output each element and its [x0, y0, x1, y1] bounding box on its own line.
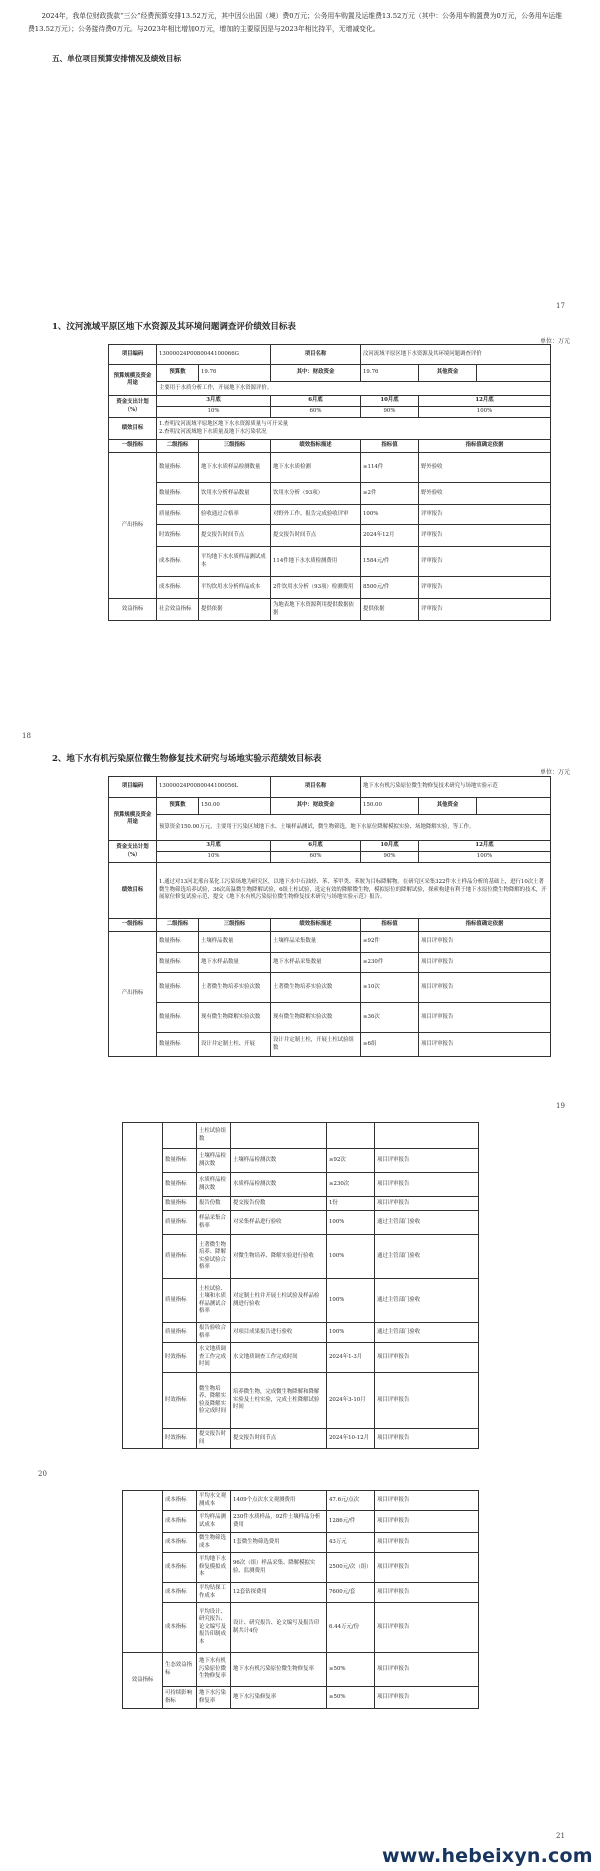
table-cell: 2024年10-12月 [327, 1429, 375, 1449]
t2-name: 地下水有机污染原位微生物修复技术研究与场地实验示范 [361, 777, 551, 798]
table-cell: 对项目成果报告进行验收 [231, 1323, 327, 1343]
t1-p10: 90% [361, 407, 419, 418]
table-cell: 现有微生物降解实验次数 [199, 1003, 271, 1033]
table-cell: 平均水文观测成本 [197, 1491, 231, 1511]
table-cell: 2件饮用水分析（93项）检测费用 [271, 577, 361, 599]
table-cell: 报告份数 [197, 1197, 231, 1211]
h-q3: 3月底 [157, 396, 271, 407]
h-q6: 6月底 [271, 396, 361, 407]
label-goal: 绩效目标 [109, 863, 157, 919]
table-cell: ≥10次 [361, 973, 419, 1003]
label-fiscal: 其中：财政资金 [271, 365, 361, 382]
table-cell: 数量指标 [157, 483, 199, 505]
table-cell: 地下水水质样品检测数量 [199, 453, 271, 483]
table-cell: 质量指标 [163, 1235, 197, 1279]
table-cell: ≥230次 [327, 1173, 375, 1197]
table-cell: 平均地下水水质样品测试成本 [199, 547, 271, 577]
table-cell: 提交报告时间节点 [199, 525, 271, 547]
table-cell: 1584元/件 [361, 547, 419, 577]
table4 [122, 1490, 479, 1709]
table-cell: 项目评审报告 [375, 1149, 479, 1173]
h-val: 指标值 [361, 440, 419, 453]
table-cell: 质量指标 [157, 505, 199, 525]
label-code: 项目编码 [109, 345, 157, 365]
intro-paragraph: 2024年，我单位财政拨款“三公”经费预算安排13.52万元，其中因公出国（境）费0万元；公务用车购置及运维费13.52万元（其中：公务用车购置费为0万元，公务用车运维费13.52万元）；公务接待费0万元。与2023年相比增加0万元，增加的主要原因是与2023年相比持平，无增减变化。 [28, 12, 562, 33]
table-cell: 100% [327, 1323, 375, 1343]
table-cell: 设计、研究报告、论文编写及报告印制共计4份 [231, 1603, 327, 1653]
h-q3: 3月底 [157, 841, 271, 852]
table-cell: 提交报告时间节点 [231, 1429, 327, 1449]
table-cell: 地下水污染修复率 [197, 1687, 231, 1709]
table-cell: 项目评审报告 [375, 1583, 479, 1603]
table-cell: 微生物筛选成本 [197, 1533, 231, 1553]
table-cell: 项目评审报告 [375, 1173, 479, 1197]
table-cell: 成本指标 [163, 1603, 197, 1653]
table-cell: 230件水质样品，92件土壤样品分析费用 [231, 1511, 327, 1533]
table-cell: 成本指标 [163, 1511, 197, 1533]
t1-name: 汶河流域平原区地下水资源及其环境问题调查评价 [361, 345, 551, 365]
table-cell: 数量指标 [157, 953, 199, 973]
table-cell [327, 1123, 375, 1149]
table-cell: 平均设计、研究报告、论文编写及报告印制成本 [197, 1603, 231, 1653]
t1-amount: 19.76 [199, 365, 271, 382]
table-cell: 数量指标 [157, 1033, 199, 1057]
table-cell: 项目评审报告 [375, 1491, 479, 1511]
h-q12: 12月底 [419, 841, 551, 852]
table-cell: 项目评审报告 [419, 932, 551, 953]
table-cell: ≥50% [327, 1687, 375, 1709]
table-cell: 项目评审报告 [375, 1653, 479, 1687]
table-cell: 地下水样品采集数量 [271, 953, 361, 973]
table-cell [123, 1491, 163, 1653]
table-cell: 项目评审报告 [375, 1429, 479, 1449]
table-cell: 地下水有机污染原位微生物修复率 [197, 1653, 231, 1687]
table-cell [163, 1123, 197, 1149]
table2 [108, 776, 551, 1057]
table-cell: 对采集样品进行验收 [231, 1211, 327, 1235]
table-cell: 数量指标 [163, 1149, 197, 1173]
table2-title: 2、地下水有机污染原位微生物修复技术研究与场地实验示范绩效目标表 [52, 754, 322, 764]
table-cell: 为地表地下水资源利用提供数据依据 [271, 599, 361, 621]
table-cell: 项目评审报告 [419, 953, 551, 973]
t1-p6: 60% [271, 407, 361, 418]
table-cell: 100% [361, 505, 419, 525]
label-code: 项目编码 [109, 777, 157, 798]
t2-purpose: 预算资金150.00万元，主要用于污染区域地下水、土壤样品测试，微生物筛选，地下水原位降解模拟实验、场地降解实验，等工作。 [157, 815, 551, 841]
table3 [122, 1122, 479, 1449]
table-cell: 培养微生物，完成微生物降解和降解实验及土柱实验，完成土柱降解试验时间 [231, 1373, 327, 1429]
unit-label: 单位：万元 [540, 769, 571, 776]
table-cell: 项目评审报告 [375, 1687, 479, 1709]
h-basis: 指标值确定依据 [419, 919, 551, 932]
table-cell: 土著微生物培养实验次数 [199, 973, 271, 1003]
table-cell: 微生物培养、降解实验及降解实验完成时间 [197, 1373, 231, 1429]
table-cell: 地下水污染修复率 [231, 1687, 327, 1709]
table-cell: 土壤样品检测次数 [231, 1149, 327, 1173]
table-cell: 提交报告时间 [197, 1429, 231, 1449]
h-desc: 绩效指标描述 [271, 919, 361, 932]
table-cell: 6.44万元/份 [327, 1603, 375, 1653]
table-cell: 水文地质调查工作完成时间 [197, 1343, 231, 1373]
t1-purpose: 主要用于水质分析工作，开展地下水资源评价。 [157, 382, 551, 396]
t2-p6: 60% [271, 852, 361, 863]
t2-p12: 100% [419, 852, 551, 863]
table-cell: 43万元 [327, 1533, 375, 1553]
table-cell: 数量指标 [163, 1173, 197, 1197]
table-cell: 数量指标 [157, 932, 199, 953]
t1-code: 13000024P0080044100066G [157, 345, 271, 365]
table-cell: 项目评审报告 [375, 1511, 479, 1533]
table-cell: 地下水水质检测 [271, 453, 361, 483]
page-number: 19 [556, 1102, 565, 1110]
table-cell: 土著微生物培养实验次数 [271, 973, 361, 1003]
t4-benefit: 效益指标 [123, 1653, 163, 1709]
table-cell: 项目评审报告 [375, 1603, 479, 1653]
page-number: 17 [556, 302, 565, 310]
table-cell: 评审报告 [419, 599, 551, 621]
label-budget: 预算数 [157, 798, 199, 815]
h-l1: 一级指标 [109, 919, 157, 932]
table-cell: 成本指标 [163, 1491, 197, 1511]
h-l3: 三级指标 [199, 440, 271, 453]
table-cell: 水文地质调查工作完成时间 [231, 1343, 327, 1373]
table-cell: 114件地下水水质检测费用 [271, 547, 361, 577]
table-cell: 生态效益指标 [163, 1653, 197, 1687]
table-cell: 评审报告 [419, 525, 551, 547]
h-q10: 10月底 [361, 841, 419, 852]
table-cell: 土壤样品采集数量 [271, 932, 361, 953]
table-cell: 饮用水分析（93项） [271, 483, 361, 505]
table-cell: ≥36次 [361, 1003, 419, 1033]
t2-goal: 1.通过对13河北邢台某化工污染场地为研究区，以地下水中石油烃、苯、苯甲类、苯胺为目标降解物。在研究区采集322件水土样品分析的基础上，进行10次土著微生物筛选培养试验，36次高温微生物降解试验，6组土柱试验，选定有效的降解微生物，模拟原位的降解试验，探索构建有利于地下水原位微生物降解的技术，开展原位修复试验示范，提交《地下水有机污染原位微生物修复技术研究与场地实验示范》报告。 [157, 863, 551, 919]
table-cell: 提交报告时间节点 [271, 525, 361, 547]
page-number: 18 [22, 732, 31, 740]
table-cell: 时效指标 [157, 525, 199, 547]
table-cell: 96次（组）样品采集、降解模拟实验、监测费用 [231, 1553, 327, 1583]
table-cell: 通过主管部门验收 [375, 1279, 479, 1323]
table-cell: 水质样品检测次数 [231, 1173, 327, 1197]
label-name: 项目名称 [271, 345, 361, 365]
table-cell: 数量指标 [163, 1197, 197, 1211]
table-cell: 2024年12月 [361, 525, 419, 547]
table-cell: 7600元/套 [327, 1583, 375, 1603]
table-cell: 质量指标 [163, 1323, 197, 1343]
table-cell: 设计并定制土柱、开展 [199, 1033, 271, 1057]
table-cell: ≥92件 [361, 932, 419, 953]
table-cell: ≥92次 [327, 1149, 375, 1173]
table-cell: 样品采集合格率 [197, 1211, 231, 1235]
table-cell: 47.6元/点次 [327, 1491, 375, 1511]
table-cell: ≥114件 [361, 453, 419, 483]
h-l2: 二级指标 [157, 440, 199, 453]
label-goal: 绩效目标 [109, 418, 157, 440]
t1-output: 产出指标 [109, 453, 157, 599]
h-desc: 绩效指标描述 [271, 440, 361, 453]
table-cell: 土柱试验、土壤和水质样品测试合格率 [197, 1279, 231, 1323]
table1 [108, 344, 551, 621]
table-cell: 可持续影响指标 [163, 1687, 197, 1709]
t2-p10: 90% [361, 852, 419, 863]
table-cell: 现有微生物降解实验次数 [271, 1003, 361, 1033]
t1-p12: 100% [419, 407, 551, 418]
table-cell: 项目评审报告 [419, 973, 551, 1003]
label-other: 其他资金 [419, 365, 477, 382]
table-cell: 成本指标 [163, 1533, 197, 1553]
table-cell: 100% [327, 1211, 375, 1235]
t2-other [477, 798, 551, 815]
table-cell: 社会效益指标 [157, 599, 199, 621]
table-cell: 项目评审报告 [375, 1197, 479, 1211]
table-cell: 评审报告 [419, 505, 551, 525]
table-cell: 提供依据 [199, 599, 271, 621]
t2-fiscal: 150.00 [361, 798, 419, 815]
table-cell: 平均饮用水分析样品成本 [199, 577, 271, 599]
t1-benefit: 效益指标 [109, 599, 157, 621]
table-cell: 2500元/次（组） [327, 1553, 375, 1583]
table-cell: 12套钻探费用 [231, 1583, 327, 1603]
table-cell: 水质样品检测次数 [197, 1173, 231, 1197]
label-fiscal: 其中：财政资金 [271, 798, 361, 815]
h-q10: 10月底 [361, 396, 419, 407]
table-cell: 100% [327, 1279, 375, 1323]
t1-goal: 1.查明汶河流域平原地区地下水水资源质量与可开采量 2.查明汶河流域地下水质量及地下水污染状况 [157, 418, 551, 440]
table-cell: 项目评审报告 [375, 1553, 479, 1583]
label-exec: 资金支出计划（%） [109, 841, 157, 863]
table-cell: 平均样品测试成本 [197, 1511, 231, 1533]
table-cell: 2024年1-3月 [327, 1343, 375, 1373]
table-cell: 项目评审报告 [375, 1373, 479, 1429]
table-cell: 1份 [327, 1197, 375, 1211]
table-cell: 野外验收 [419, 483, 551, 505]
table-cell: 土壤样品检测次数 [197, 1149, 231, 1173]
t2-code: 13000024P0080044100056L [157, 777, 271, 798]
h-l1: 一级指标 [109, 440, 157, 453]
table-cell: 饮用水分析样品数量 [199, 483, 271, 505]
table-cell: 土著微生物培养、降解实验试验合格率 [197, 1235, 231, 1279]
section-five-heading: 五、单位项目预算安排情况及绩效目标 [52, 54, 182, 63]
table-cell: 提交报告份数 [231, 1197, 327, 1211]
t2-output: 产出指标 [109, 932, 157, 1057]
table-cell: 平均地下水修复模拟成本 [197, 1553, 231, 1583]
label-exec: 资金支出计划（%） [109, 396, 157, 418]
table-cell: 通过主管部门验收 [375, 1211, 479, 1235]
label-budget-scale: 预算规模及资金用途 [109, 798, 157, 841]
t1-fiscal: 19.76 [361, 365, 419, 382]
h-l2: 二级指标 [157, 919, 199, 932]
table-cell: 1套微生物筛选费用 [231, 1533, 327, 1553]
table-cell [123, 1123, 163, 1449]
label-budget-scale: 预算规模及资金用途 [109, 365, 157, 396]
table-cell: 成本指标 [157, 577, 199, 599]
table-cell: 1409个点次水文观测费用 [231, 1491, 327, 1511]
table-cell: 时效指标 [163, 1429, 197, 1449]
table-cell: 时效指标 [163, 1343, 197, 1373]
table-cell: 评审报告 [419, 547, 551, 577]
table-cell: 通过主管部门验收 [375, 1323, 479, 1343]
table-cell: 成本指标 [163, 1553, 197, 1583]
table-cell: 评审报告 [419, 577, 551, 599]
table-cell: 成本指标 [157, 547, 199, 577]
table-cell: 土柱试验组数 [197, 1123, 231, 1149]
table-cell: 项目评审报告 [419, 1033, 551, 1057]
h-l3: 三级指标 [199, 919, 271, 932]
label-name: 项目名称 [271, 777, 361, 798]
table-cell: 1286元/件 [327, 1511, 375, 1533]
h-q6: 6月底 [271, 841, 361, 852]
t2-p3: 10% [157, 852, 271, 863]
h-q12: 12月底 [419, 396, 551, 407]
page-number: 20 [38, 1470, 47, 1478]
page-number: 21 [556, 1832, 565, 1840]
table-cell: 对微生物培养、降解实验进行验收 [231, 1235, 327, 1279]
t1-p3: 10% [157, 407, 271, 418]
table-cell: 数量指标 [157, 1003, 199, 1033]
h-basis: 指标值确定依据 [419, 440, 551, 453]
unit-label: 单位：万元 [540, 338, 571, 345]
table-cell: 项目评审报告 [375, 1343, 479, 1373]
table-cell: 8500元/件 [361, 577, 419, 599]
table-cell: 野外验收 [419, 453, 551, 483]
table1-title: 1、汶河流域平原区地下水资源及其环境问题调查评价绩效目标表 [52, 322, 296, 332]
table-cell: 地下水样品数量 [199, 953, 271, 973]
table-cell: 质量指标 [163, 1279, 197, 1323]
table-cell: 时效指标 [163, 1373, 197, 1429]
table-cell: ≥6组 [361, 1033, 419, 1057]
table-cell: 数量指标 [157, 453, 199, 483]
label-other: 其他资金 [419, 798, 477, 815]
table-cell: 地下水有机污染原位微生物修复率 [231, 1653, 327, 1687]
table-cell: 提供依据 [361, 599, 419, 621]
table-cell: ≥230件 [361, 953, 419, 973]
table-cell: 成本指标 [163, 1583, 197, 1603]
table-cell [375, 1123, 479, 1149]
table-cell: 质量指标 [163, 1211, 197, 1235]
table-cell: ≥50% [327, 1653, 375, 1687]
table-cell: 设计并定制土柱，开展土柱试验组数 [271, 1033, 361, 1057]
t2-amount: 150.00 [199, 798, 271, 815]
table-cell: 数量指标 [157, 973, 199, 1003]
table-cell: ≥2件 [361, 483, 419, 505]
site-watermark: www.hebeixyn.com [382, 1845, 593, 1867]
table-cell [231, 1123, 327, 1149]
table-cell: 验收通过合格率 [199, 505, 271, 525]
table-cell: 项目评审报告 [375, 1533, 479, 1553]
t1-other [477, 365, 551, 382]
table-cell: 对定制土柱并开展土柱试验及样品检测进行验收 [231, 1279, 327, 1323]
table-cell: 平均钻探工作成本 [197, 1583, 231, 1603]
table-cell: 2024年3-10月 [327, 1373, 375, 1429]
table-cell: 100% [327, 1235, 375, 1279]
table-cell: 土壤样品数量 [199, 932, 271, 953]
table-cell: 项目评审报告 [419, 1003, 551, 1033]
table-cell: 报告验收合格率 [197, 1323, 231, 1343]
h-val: 指标值 [361, 919, 419, 932]
table-cell: 对野外工作、报告完成验收评审 [271, 505, 361, 525]
table-cell: 通过主管部门验收 [375, 1235, 479, 1279]
label-budget: 预算数 [157, 365, 199, 382]
